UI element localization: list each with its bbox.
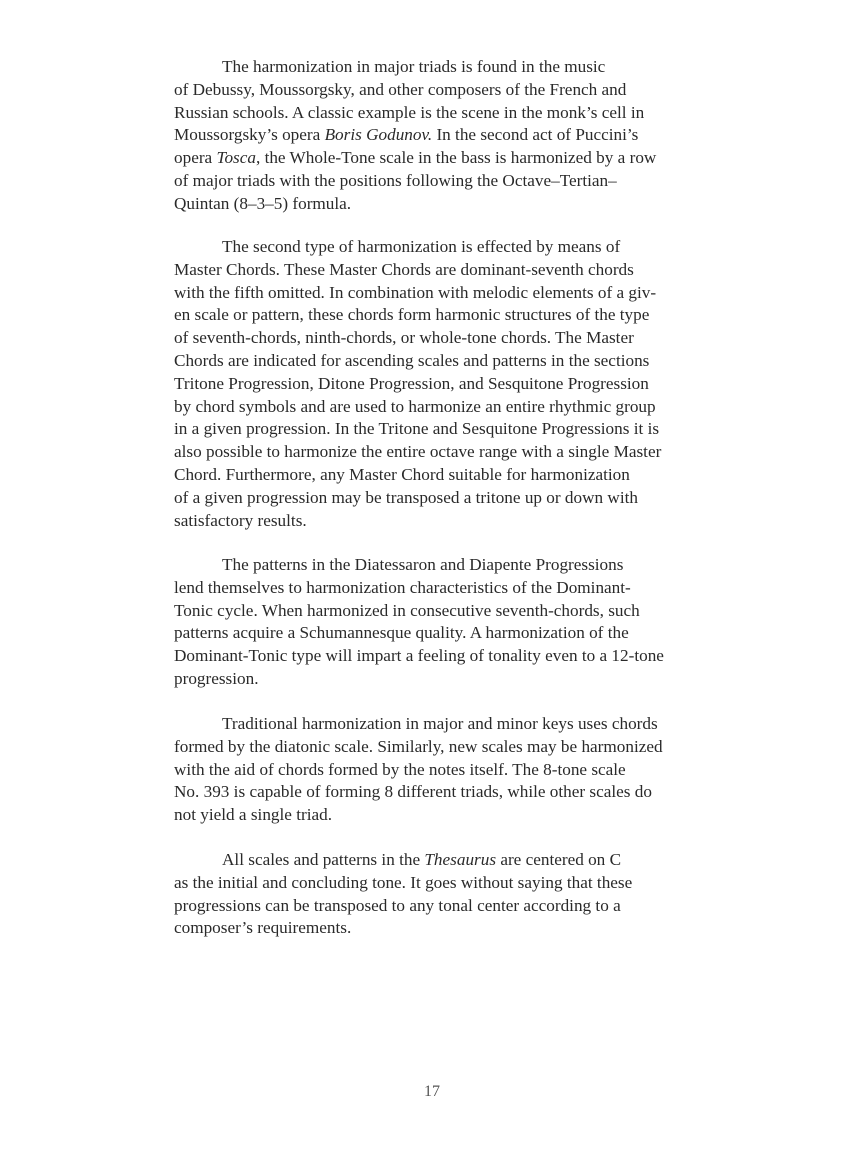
text-line: No. 393 is capable of forming 8 different triads, while other scales do bbox=[174, 782, 652, 802]
text-line: Quintan (8–3–5) formula. bbox=[174, 193, 352, 213]
text-line: as the initial and concluding tone. It goes without saying that these bbox=[174, 872, 633, 892]
text-line: in a given progression. In the Tritone and Sesquitone Progressions it is bbox=[174, 419, 660, 439]
text-line: satisfactory results. bbox=[174, 510, 307, 530]
text-line: Chords are indicated for ascending scales and patterns in the sections bbox=[174, 350, 650, 370]
text-line: Tritone Progression, Ditone Progression, and Sesquitone Progression bbox=[174, 373, 649, 393]
paragraph-4 bbox=[174, 713, 694, 827]
text-line: of major triads with the positions following the Octave–Tertian– bbox=[174, 170, 617, 190]
text-line: with the aid of chords formed by the notes itself. The 8-tone scale bbox=[174, 759, 626, 779]
text-line: formed by the diatonic scale. Similarly, new scales may be harmonized bbox=[174, 736, 663, 756]
text-line: not yield a single triad. bbox=[174, 805, 332, 825]
text-line: progression. bbox=[174, 668, 259, 688]
text-line: of Debussy, Moussorgsky, and other composers of the French and bbox=[174, 79, 627, 99]
text-line: The patterns in the Diatessaron and Diapente Progressions bbox=[222, 555, 624, 574]
paragraph-2 bbox=[174, 236, 694, 532]
text-line: Traditional harmonization in major and minor keys uses chords bbox=[222, 714, 658, 733]
page-number: 17 bbox=[424, 1083, 440, 1100]
paragraph-5 bbox=[174, 849, 694, 940]
text-line: composer’s requirements. bbox=[174, 918, 352, 938]
text-line: of seventh-chords, ninth-chords, or whole-tone chords. The Master bbox=[174, 328, 634, 348]
text-line: Master Chords. These Master Chords are dominant-seventh chords bbox=[174, 259, 634, 279]
text-line: The second type of harmonization is effected by means of bbox=[222, 237, 621, 256]
text-line: Dominant-Tonic type will impart a feeling of tonality even to a 12-tone bbox=[174, 646, 664, 666]
text-line: en scale or pattern, these chords form harmonic structures of the type bbox=[174, 305, 650, 325]
text-line: of a given progression may be transposed a tritone up or down with bbox=[174, 487, 638, 507]
text-line: by chord symbols and are used to harmonize an entire rhythmic group bbox=[174, 396, 656, 416]
paragraph-3 bbox=[174, 554, 694, 691]
text-line: All scales and patterns in the Thesaurus are centered on C bbox=[222, 850, 622, 869]
opera-title: Tosca bbox=[216, 148, 256, 168]
text-line: Tonic cycle. When harmonized in consecutive seventh-chords, such bbox=[174, 600, 640, 620]
text-line: Chord. Furthermore, any Master Chord suitable for harmonization bbox=[174, 464, 630, 484]
text-line: Moussorgsky’s opera Boris Godunov. In the second act of Puccini’s bbox=[174, 125, 639, 145]
book-title: Thesaurus bbox=[424, 850, 497, 869]
text-line: patterns acquire a Schumannesque quality. A harmonization of the bbox=[174, 623, 629, 643]
text-line: with the fifth omitted. In combination with melodic elements of a giv- bbox=[174, 282, 657, 302]
opera-title: Boris Godunov. bbox=[324, 125, 433, 145]
text-line: also possible to harmonize the entire octave range with a single Master bbox=[174, 442, 662, 462]
text-line: opera Tosca, the Whole-Tone scale in the bass is harmonized by a row bbox=[174, 148, 657, 168]
text-line: Russian schools. A classic example is the scene in the monk’s cell in bbox=[174, 102, 645, 122]
text-line: progressions can be transposed to any tonal center according to a bbox=[174, 895, 621, 915]
text-line: The harmonization in major triads is found in the music bbox=[222, 57, 606, 76]
paragraph-1 bbox=[174, 56, 694, 216]
text-line: lend themselves to harmonization characteristics of the Dominant- bbox=[174, 577, 631, 597]
